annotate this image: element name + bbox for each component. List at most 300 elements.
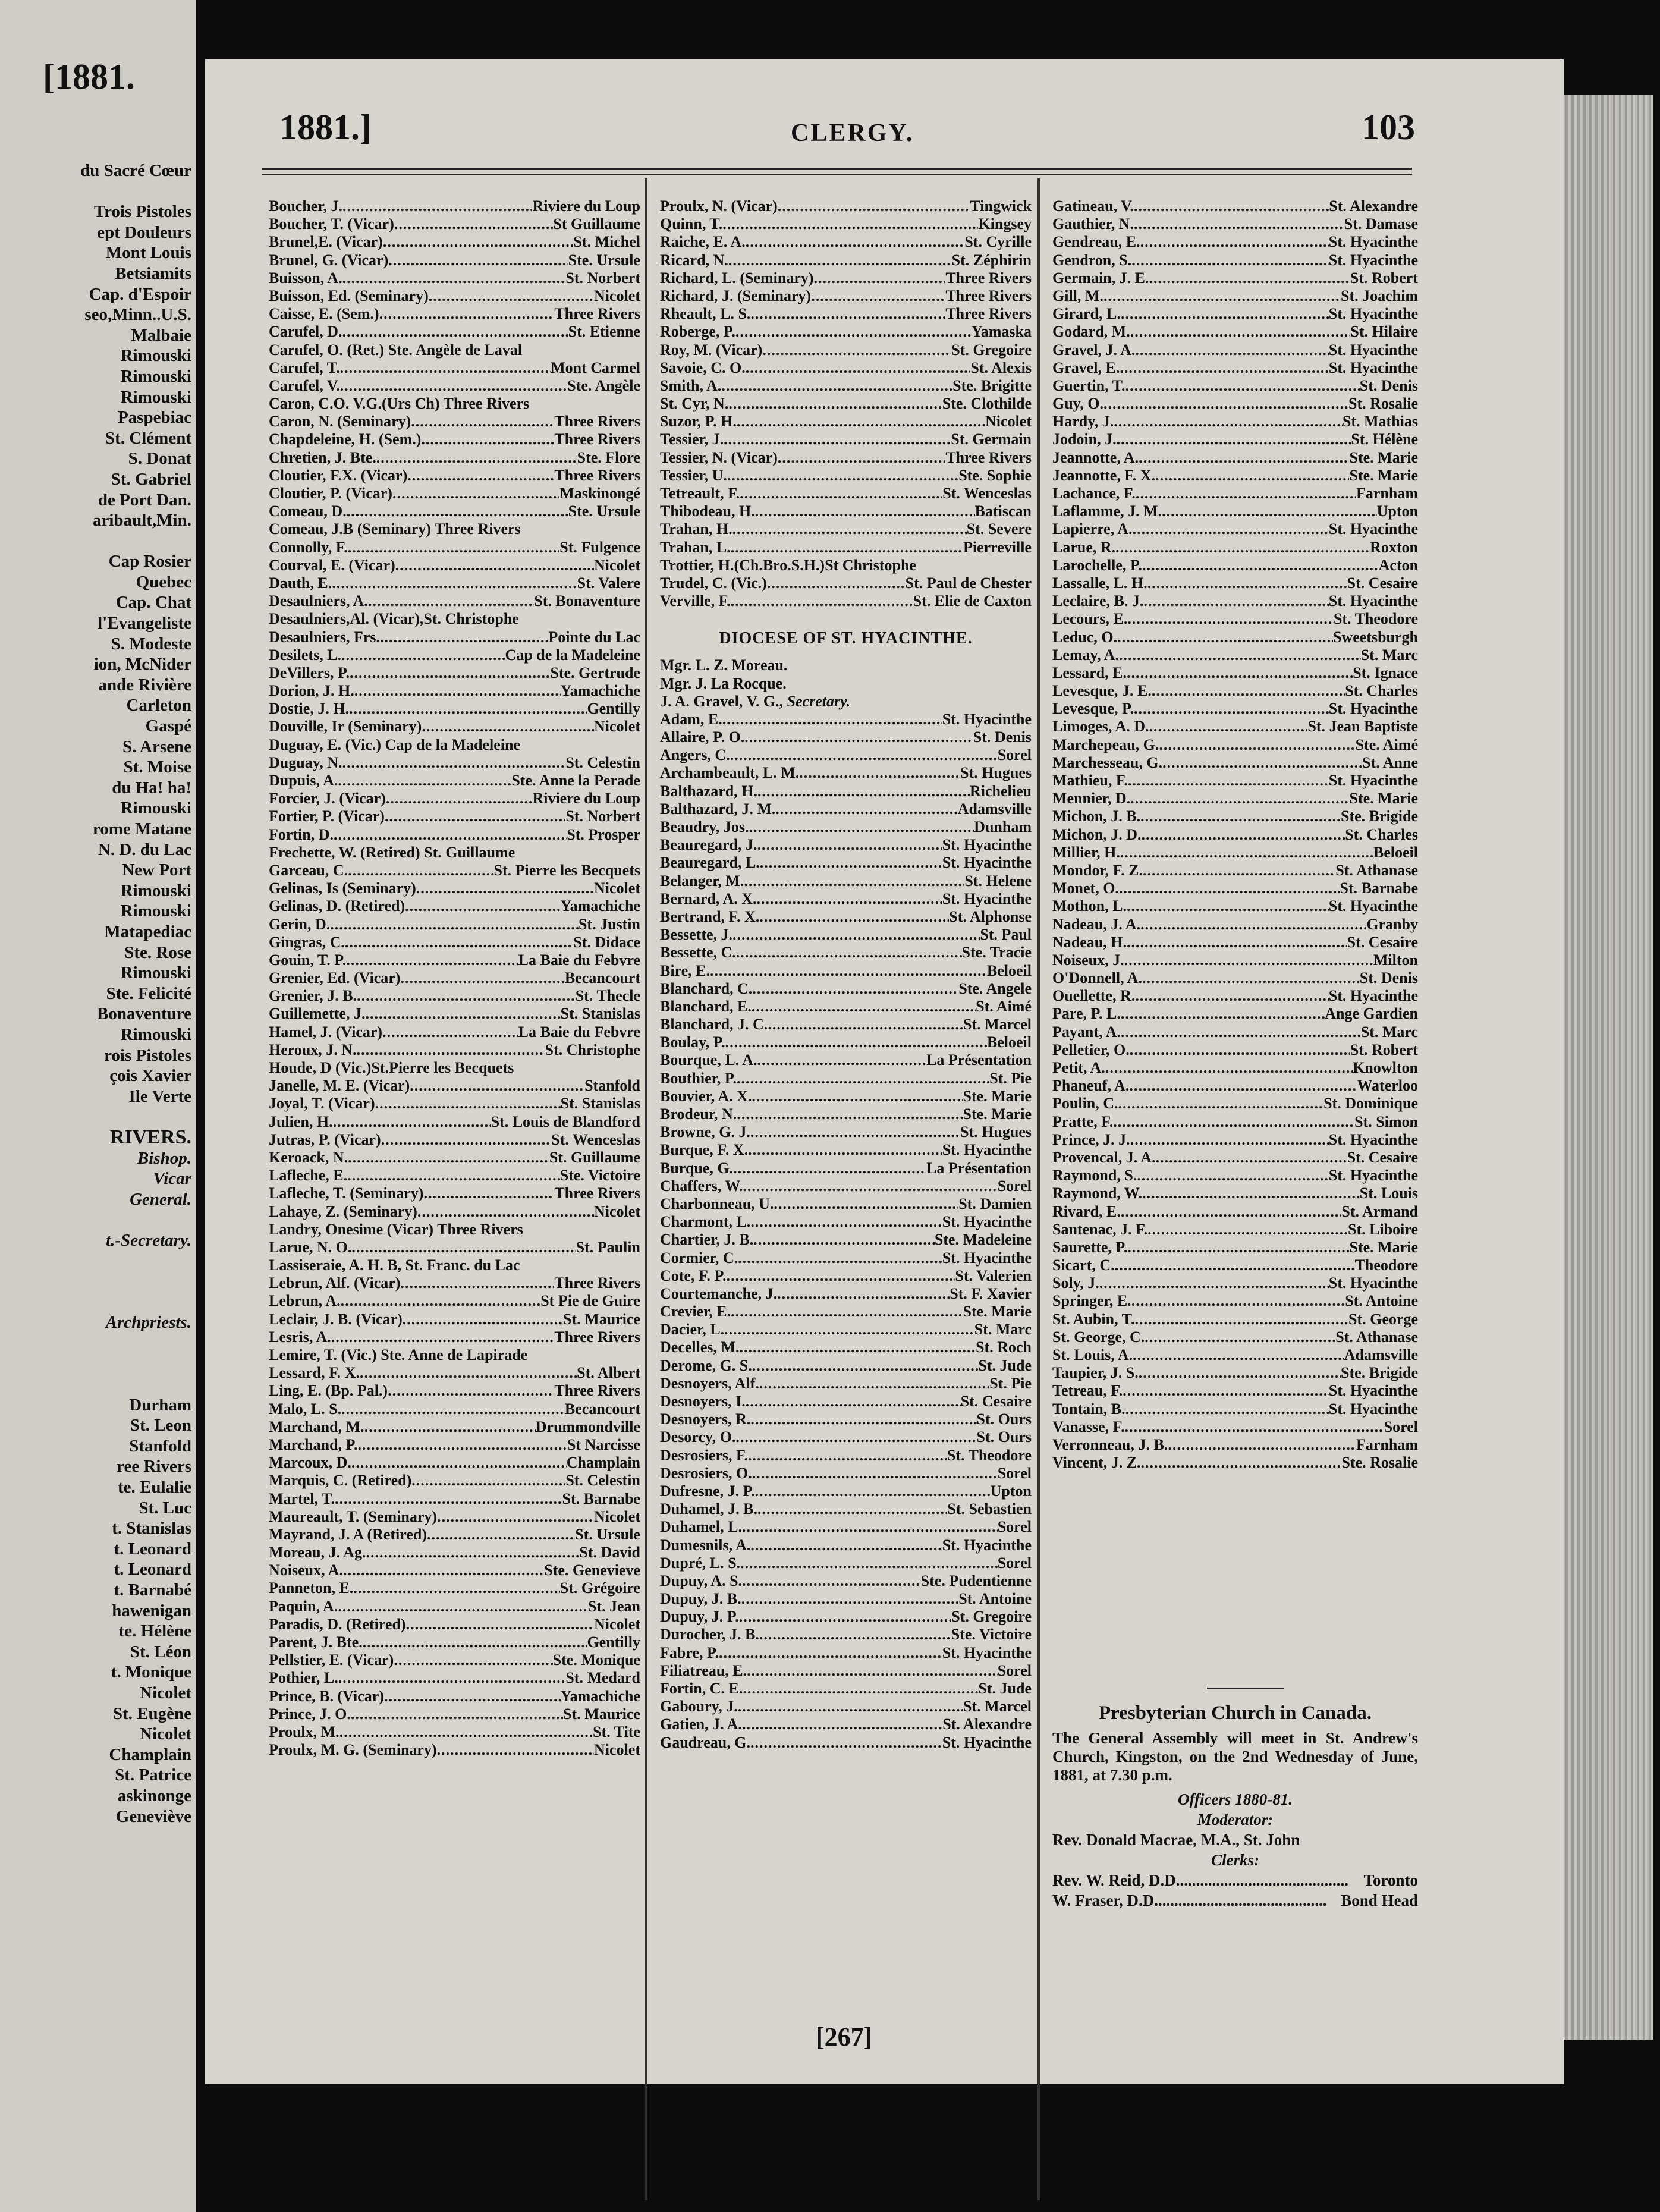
clergy-entry [1052, 252, 1418, 269]
clergy-name: Trahan, H. [660, 520, 732, 538]
clergy-entry [1052, 1131, 1418, 1149]
clergy-name: Noiseux, J. [1052, 951, 1124, 969]
clergy-name: Belanger, M. [660, 872, 744, 890]
clergy-place: St. Charles [1345, 682, 1418, 700]
clergy-entry [660, 1249, 1032, 1267]
leader-dots [736, 944, 962, 962]
clergy-name: Bessette, C. [660, 944, 736, 962]
leader-dots [381, 1131, 552, 1149]
clergy-entry [660, 1338, 1032, 1356]
clergy-place: Beloeil [986, 962, 1032, 979]
clergy-place: Ste. Marie [963, 1105, 1032, 1123]
clergy-entry [269, 1382, 640, 1400]
clergy-name: Michon, J. B. [1052, 807, 1141, 825]
clergy-name: DeVillers, P. [269, 664, 350, 681]
clergy-entry [660, 836, 1032, 854]
clergy-name: Lemire, T. (Vic.) Ste. Anne de Lapirade [269, 1346, 528, 1363]
clergy-place: Three Rivers [945, 448, 1032, 466]
leader-dots [814, 269, 946, 287]
left-page-line [0, 181, 191, 202]
leader-dots [740, 1554, 998, 1572]
clergy-entry [660, 1393, 1032, 1410]
clergy-place: Ste. Brigide [1341, 807, 1418, 825]
clergy-name: Gravel, J. A. [1052, 341, 1136, 359]
clergy-name: Dostie, J. H. [269, 700, 350, 718]
leader-dots [394, 1651, 552, 1669]
leader-dots [1123, 1382, 1329, 1400]
clergy-entry [269, 1346, 640, 1364]
clergy-place: Adamsville [957, 800, 1032, 818]
clergy-name: Noiseux, A. [269, 1561, 343, 1579]
clergy-entry [660, 1160, 1032, 1177]
clergy-entry [269, 807, 640, 825]
clergy-name: Fortin, D. [269, 825, 334, 843]
clergy-place: St. Jean Baptiste [1307, 718, 1418, 736]
left-page-line: Bonaventure [97, 1004, 191, 1024]
left-page-line: RIVERS. [110, 1127, 191, 1148]
clergy-place: St. Severe [966, 520, 1032, 538]
clergy-place: St. Wenceslas [551, 1130, 640, 1148]
clergy-entry [269, 197, 640, 215]
clergy-place: Riviere du Loup [532, 197, 640, 215]
clergy-name: St. Cyr, N. [660, 395, 729, 413]
clergy-name: Savoie, C. O. [660, 359, 746, 376]
clergy-name: Soly, J. [1052, 1274, 1099, 1292]
clergy-place: St. Cesaire [1347, 933, 1418, 951]
clergy-place: St. Hyacinthe [1328, 1400, 1418, 1418]
clergy-name: Fabre, P. [660, 1644, 719, 1661]
clergy-name: Allaire, P. O. [660, 728, 745, 746]
left-page-line [0, 1353, 191, 1374]
clergy-place: Dunham [974, 818, 1032, 835]
leader-dots [1121, 305, 1329, 323]
clergy-entry [1052, 1113, 1418, 1131]
leader-dots [1142, 557, 1379, 574]
clergy-entry [660, 449, 1032, 467]
clergy-entry [1052, 934, 1418, 951]
leader-dots [731, 1303, 963, 1321]
leader-dots [1135, 1311, 1349, 1328]
clergy-entry [1052, 395, 1418, 413]
clergy-entry [269, 1292, 640, 1310]
clergy-name: Godard, M. [1052, 323, 1130, 341]
clergy-place: St. Valerien [955, 1267, 1032, 1284]
clergy-entry [660, 1447, 1032, 1465]
leader-dots [757, 1051, 927, 1069]
clergy-place: St. Denis [973, 728, 1032, 746]
clergy-entry [660, 711, 1032, 728]
leader-dots [757, 890, 942, 908]
clergy-entry [1052, 1184, 1418, 1202]
clergy-place: Riviere du Loup [532, 790, 640, 807]
clergy-name: Parent, J. Bte. [269, 1633, 363, 1651]
leader-dots [750, 1537, 942, 1554]
clergy-name: Larue, N. O. [269, 1238, 352, 1256]
leader-dots [342, 323, 568, 341]
clergy-place: St. Albert [577, 1364, 640, 1382]
clergy-name: Tessier, U. [660, 466, 727, 484]
clergy-entry [269, 557, 640, 574]
clergy-place: St. Simon [1354, 1113, 1418, 1130]
clergy-entry [660, 485, 1032, 502]
clergy-name: Beaudry, Jos. [660, 818, 749, 835]
clergy-place: Ste. Aimé [1355, 736, 1418, 753]
leader-dots [752, 1465, 998, 1482]
clergy-place: St. Paul [980, 926, 1032, 944]
leader-dots [742, 1518, 998, 1536]
clergy-entry [660, 1608, 1032, 1626]
clergy-place: St. Stanislas [560, 1095, 640, 1113]
clergy-entry [1052, 1436, 1418, 1454]
clergy-place: Ste. Clothilde [942, 395, 1032, 413]
clergy-name: Bouvier, A. X. [660, 1087, 752, 1105]
clergy-place: St. Pie [989, 1374, 1032, 1392]
clergy-entry [1052, 1256, 1418, 1274]
leader-dots [1119, 879, 1340, 897]
clergy-name: Brunel, G. (Vicar) [269, 251, 389, 269]
clergy-place: St. Medard [565, 1669, 640, 1687]
leader-dots [710, 962, 987, 980]
leader-dots [757, 836, 942, 854]
clergy-place: St. Hyacinthe [942, 1141, 1032, 1159]
leader-dots [731, 539, 963, 557]
clergy-name: Gill, M. [1052, 287, 1103, 304]
clergy-place: St. Norbert [565, 269, 640, 287]
clergy-name: Gatineau, V. [1052, 197, 1134, 215]
clergy-place: St. Hyacinthe [1328, 1130, 1418, 1148]
clergy-name: Jodoin, J. [1052, 431, 1117, 448]
clergy-place: Adamsville [1344, 1346, 1418, 1363]
clergy-entry [269, 1041, 640, 1059]
clergy-name: Poulin, C. [1052, 1095, 1118, 1113]
left-page-line: ande Rivière [98, 675, 191, 695]
clergy-place: St. Aimé [976, 997, 1032, 1015]
clergy-place: St. Celestin [565, 753, 640, 771]
clergy-entry [1052, 790, 1418, 807]
leader-dots [759, 1375, 989, 1393]
clergy-name: Derome, G. S. [660, 1356, 752, 1374]
clergy-place: Ste. Flore [577, 448, 640, 466]
clergy-entry [269, 610, 640, 628]
left-page-line: du Sacré Cœur [80, 161, 191, 180]
leader-dots [1127, 610, 1334, 628]
leader-dots [340, 377, 568, 395]
clergy-name: Tontain, B. [1052, 1400, 1125, 1418]
clergy-name: Browne, G. J. [660, 1123, 750, 1141]
clergy-entry [269, 772, 640, 790]
leader-dots [350, 664, 550, 682]
clergy-place: St. Tite [593, 1723, 640, 1740]
leader-dots [1119, 646, 1361, 664]
clergy-name: Lessard, F. X. [269, 1364, 360, 1382]
clergy-name: Mayrand, J. A (Retired) [269, 1525, 427, 1543]
clergy-entry [269, 1005, 640, 1023]
clergy-name: Guertin, T. [1052, 376, 1125, 394]
clergy-place: St. Marcel [963, 1698, 1032, 1715]
clergy-entry [1052, 736, 1418, 754]
left-page-line: General. [130, 1189, 191, 1209]
clergy-entry [660, 1662, 1032, 1680]
left-page-line: l'Evangeliste [98, 614, 191, 633]
clergy-place: Sorel [997, 1177, 1032, 1195]
left-page-line: Rimouski [120, 346, 191, 366]
clergy-name: Gendron, S. [1052, 251, 1132, 269]
leader-dots [1162, 754, 1362, 772]
left-page-line: Geneviève [115, 1806, 191, 1826]
leader-dots [738, 1249, 942, 1267]
clergy-entry [660, 962, 1032, 980]
leader-dots [799, 764, 960, 782]
clergy-name: Desaulniers,Al. (Vicar),St. Christophe [269, 610, 519, 628]
clergy-place: St. David [579, 1544, 640, 1561]
header-title: CLERGY. [791, 120, 914, 147]
leader-dots [427, 1526, 575, 1544]
clergy-name: Chretien, J. Bte. [269, 448, 376, 466]
clergy-place: St. Dominique [1323, 1095, 1418, 1113]
clergy-name: Saurette, P. [1052, 1238, 1128, 1256]
clergy-name: Prince, J. J. [1052, 1130, 1130, 1148]
clergy-name: Gelinas, Is (Seminary) [269, 879, 416, 897]
left-page-line: Champlain [109, 1745, 191, 1764]
left-page-line: rome Matane [92, 819, 191, 838]
clergy-name: Springer, E. [1052, 1292, 1131, 1310]
leader-dots [742, 1572, 921, 1590]
left-page-line: du Ha! ha! [112, 778, 191, 797]
leader-dots [752, 1357, 979, 1375]
clergy-place: St. Gregoire [951, 1608, 1032, 1626]
clergy-name: Gaboury, J. [660, 1698, 738, 1715]
clergy-entry [1052, 413, 1418, 431]
clergy-name: Leclair, J. B. (Vicar) [269, 1310, 403, 1328]
leader-dots [1129, 1077, 1357, 1095]
clergy-entry [269, 1274, 640, 1292]
left-page-line: Rimouski [120, 963, 191, 983]
leader-dots [1134, 700, 1329, 718]
clergy-name: St. Louis, A. [1052, 1346, 1133, 1363]
leader-dots [386, 790, 533, 807]
clergy-entry [660, 539, 1032, 557]
leader-dots [724, 431, 951, 448]
leader-dots [1117, 629, 1333, 646]
left-page-line: Rimouski [120, 881, 191, 900]
clergy-entry [660, 1465, 1032, 1482]
leader-dots [726, 1267, 955, 1285]
clergy-name: Duguay, E. (Vic.) Cap de la Madeleine [269, 736, 520, 753]
clergy-entry [660, 926, 1032, 944]
clergy-entry [269, 1561, 640, 1579]
clergy-place: St. Hyacinthe [1328, 987, 1418, 1005]
leader-dots [341, 1292, 541, 1310]
leader-dots [732, 926, 980, 944]
diocese-officers [660, 656, 1032, 692]
clergy-place: St. Cesaire [1347, 1148, 1418, 1166]
clergy-place: Yamaska [971, 323, 1032, 341]
leader-dots [342, 754, 566, 772]
clergy-entry [660, 1428, 1032, 1446]
clergy-place: St. Hyacinthe [1328, 305, 1418, 323]
clergy-entry [269, 431, 640, 448]
clergy-name: Dacier, L. [660, 1321, 725, 1338]
clergy-name: Pelletier, O. [1052, 1041, 1130, 1058]
left-page-line: St. Patrice [115, 1765, 191, 1785]
clergy-name: Lahaye, Z. (Seminary) [269, 1202, 417, 1220]
left-page-line: de Port Dan. [98, 490, 191, 510]
leader-dots [1099, 1274, 1329, 1292]
leader-dots [400, 969, 564, 987]
clergy-name: Gendreau, E. [1052, 233, 1140, 251]
leader-dots [1142, 1184, 1360, 1202]
clergy-entry [1052, 718, 1418, 736]
leader-dots [811, 287, 945, 305]
clergy-name: Archambeault, L. M. [660, 764, 800, 782]
leader-dots [349, 700, 587, 718]
leader-dots [730, 746, 998, 764]
clergy-name: Panneton, E. [269, 1579, 354, 1597]
clergy-entry [1052, 646, 1418, 664]
leader-dots [410, 1077, 584, 1095]
clergy-entry [660, 413, 1032, 431]
clergy-place: Ste. Anne la Perade [511, 772, 640, 789]
clergy-place: St. Marcel [963, 1016, 1032, 1033]
clergy-place: Three Rivers [554, 1274, 640, 1292]
clergy-place: St. Alexandre [1329, 197, 1418, 215]
clergy-entry [660, 269, 1032, 287]
clergy-name: Durocher, J. B. [660, 1626, 759, 1644]
clergy-entry [269, 269, 640, 287]
leader-dots [1127, 934, 1347, 951]
clergy-entry [1052, 377, 1418, 395]
clergy-place: Three Rivers [554, 413, 640, 431]
leader-dots [1142, 826, 1345, 844]
clergy-entry [269, 467, 640, 485]
leader-dots [1137, 1167, 1328, 1184]
left-page-line: Rimouski [120, 901, 191, 921]
clergy-entry [660, 1537, 1032, 1554]
clergy-place: Yamachiche [560, 1687, 640, 1705]
leader-dots [360, 1364, 577, 1382]
clergy-name: Buisson, A. [269, 269, 342, 287]
leader-dots [343, 1561, 544, 1579]
clergy-place: Nicolet [594, 1615, 640, 1633]
clergy-entry [660, 800, 1032, 818]
clergy-entry [660, 1482, 1032, 1500]
leader-dots [342, 197, 532, 215]
leader-dots [1140, 916, 1366, 934]
clergy-place: Three Rivers [554, 1184, 640, 1202]
clergy-entry [660, 854, 1032, 872]
clergy-name: St. Aubin, T. [1052, 1310, 1135, 1328]
clergy-place: St. Hyacinthe [942, 1644, 1032, 1661]
clergy-name: Vanasse, F. [1052, 1418, 1125, 1435]
clergy-entry [660, 252, 1032, 269]
leader-dots [746, 359, 971, 377]
clergy-entry [1052, 1311, 1418, 1328]
clergy-entry [660, 1734, 1032, 1752]
clergy-place: Kingsey [978, 215, 1032, 233]
clergy-entry [1052, 592, 1418, 610]
clergy-place: Pointe du Lac [548, 628, 640, 646]
clergy-name: Prince, B. (Vicar) [269, 1687, 384, 1705]
clergy-entry [660, 1303, 1032, 1321]
clergy-name: Tetreau, F. [1052, 1382, 1123, 1400]
clergy-place: St. Athanase [1335, 861, 1418, 879]
clergy-place: St. Marc [1360, 646, 1418, 664]
leader-dots [768, 1016, 963, 1033]
clergy-name: Landry, Onesime (Vicar) Three Rivers [269, 1220, 523, 1238]
clergy-place: Ste. Marie [1349, 448, 1418, 466]
clergy-name: Grenier, Ed. (Vicar) [269, 969, 401, 987]
clergy-entry [660, 557, 1032, 574]
leader-dots [357, 1041, 545, 1059]
clergy-entry [1052, 1023, 1418, 1041]
clergy-place: La Baie du Febvre [518, 951, 640, 969]
clergy-name: Dupuy, J. B. [660, 1590, 741, 1608]
clergy-name: Gauthier, N. [1052, 215, 1134, 233]
clergy-entry [269, 1167, 640, 1184]
clergy-entry [269, 323, 640, 341]
clergy-entry [660, 1626, 1032, 1644]
clergy-name: Blanchard, J. C. [660, 1016, 768, 1033]
clergy-entry [660, 783, 1032, 800]
clergy-place: St. Marc [974, 1321, 1032, 1338]
leader-dots [739, 1608, 951, 1626]
leader-dots [740, 485, 942, 502]
leader-dots [1118, 1095, 1324, 1113]
clergy-place: St. Jude [978, 1680, 1032, 1697]
leader-dots [778, 449, 945, 467]
clergy-entry [660, 1572, 1032, 1590]
clergy-entry [1052, 1400, 1418, 1418]
left-page-line: Archpriests. [105, 1313, 191, 1333]
left-page-line: t. Leonard [114, 1539, 191, 1559]
leader-dots [1103, 287, 1341, 305]
clergy-place: St. Hyacinthe [1328, 1274, 1418, 1292]
leader-dots [728, 252, 952, 269]
clergy-entry [1052, 1418, 1418, 1436]
leader-dots [357, 987, 576, 1005]
leader-dots [747, 1662, 998, 1680]
clergy-entry [1052, 664, 1418, 682]
clergy-name: Caron, N. (Seminary) [269, 413, 411, 431]
left-page-line: S. Arsene [122, 737, 191, 756]
clergy-entry [660, 502, 1032, 520]
clergy-entry [269, 646, 640, 664]
clergy-entry [660, 395, 1032, 413]
clergy-place: St. Hyacinthe [1328, 1167, 1418, 1184]
leader-dots [777, 1285, 950, 1303]
clergy-entry [269, 341, 640, 359]
clergy-entry [269, 826, 640, 844]
clergy-name: Moreau, J. Ag. [269, 1544, 366, 1561]
clergy-entry [1052, 772, 1418, 790]
clergy-name: Hardy, J. [1052, 413, 1114, 431]
leader-dots [1125, 1400, 1329, 1418]
clergy-place: St. Louis de Blandford [491, 1113, 640, 1130]
clergy-entry [660, 1500, 1032, 1518]
left-page-line: t. Barnabé [114, 1580, 191, 1600]
clergy-place: St. Fulgence [559, 538, 640, 556]
clergy-entry [1052, 574, 1418, 592]
clergy-name: Carufel, V. [269, 376, 340, 394]
leader-dots [1145, 1328, 1335, 1346]
clergy-place: Upton [990, 1482, 1032, 1500]
clergy-place: Ste. Monique [552, 1651, 640, 1669]
clergy-place: Ste. Genevieve [544, 1561, 640, 1579]
clergy-entry [1052, 1005, 1418, 1023]
clergy-entry [660, 1321, 1032, 1338]
clergy-place: Knowlton [1353, 1059, 1418, 1076]
clergy-name: Petit, A. [1052, 1059, 1105, 1076]
